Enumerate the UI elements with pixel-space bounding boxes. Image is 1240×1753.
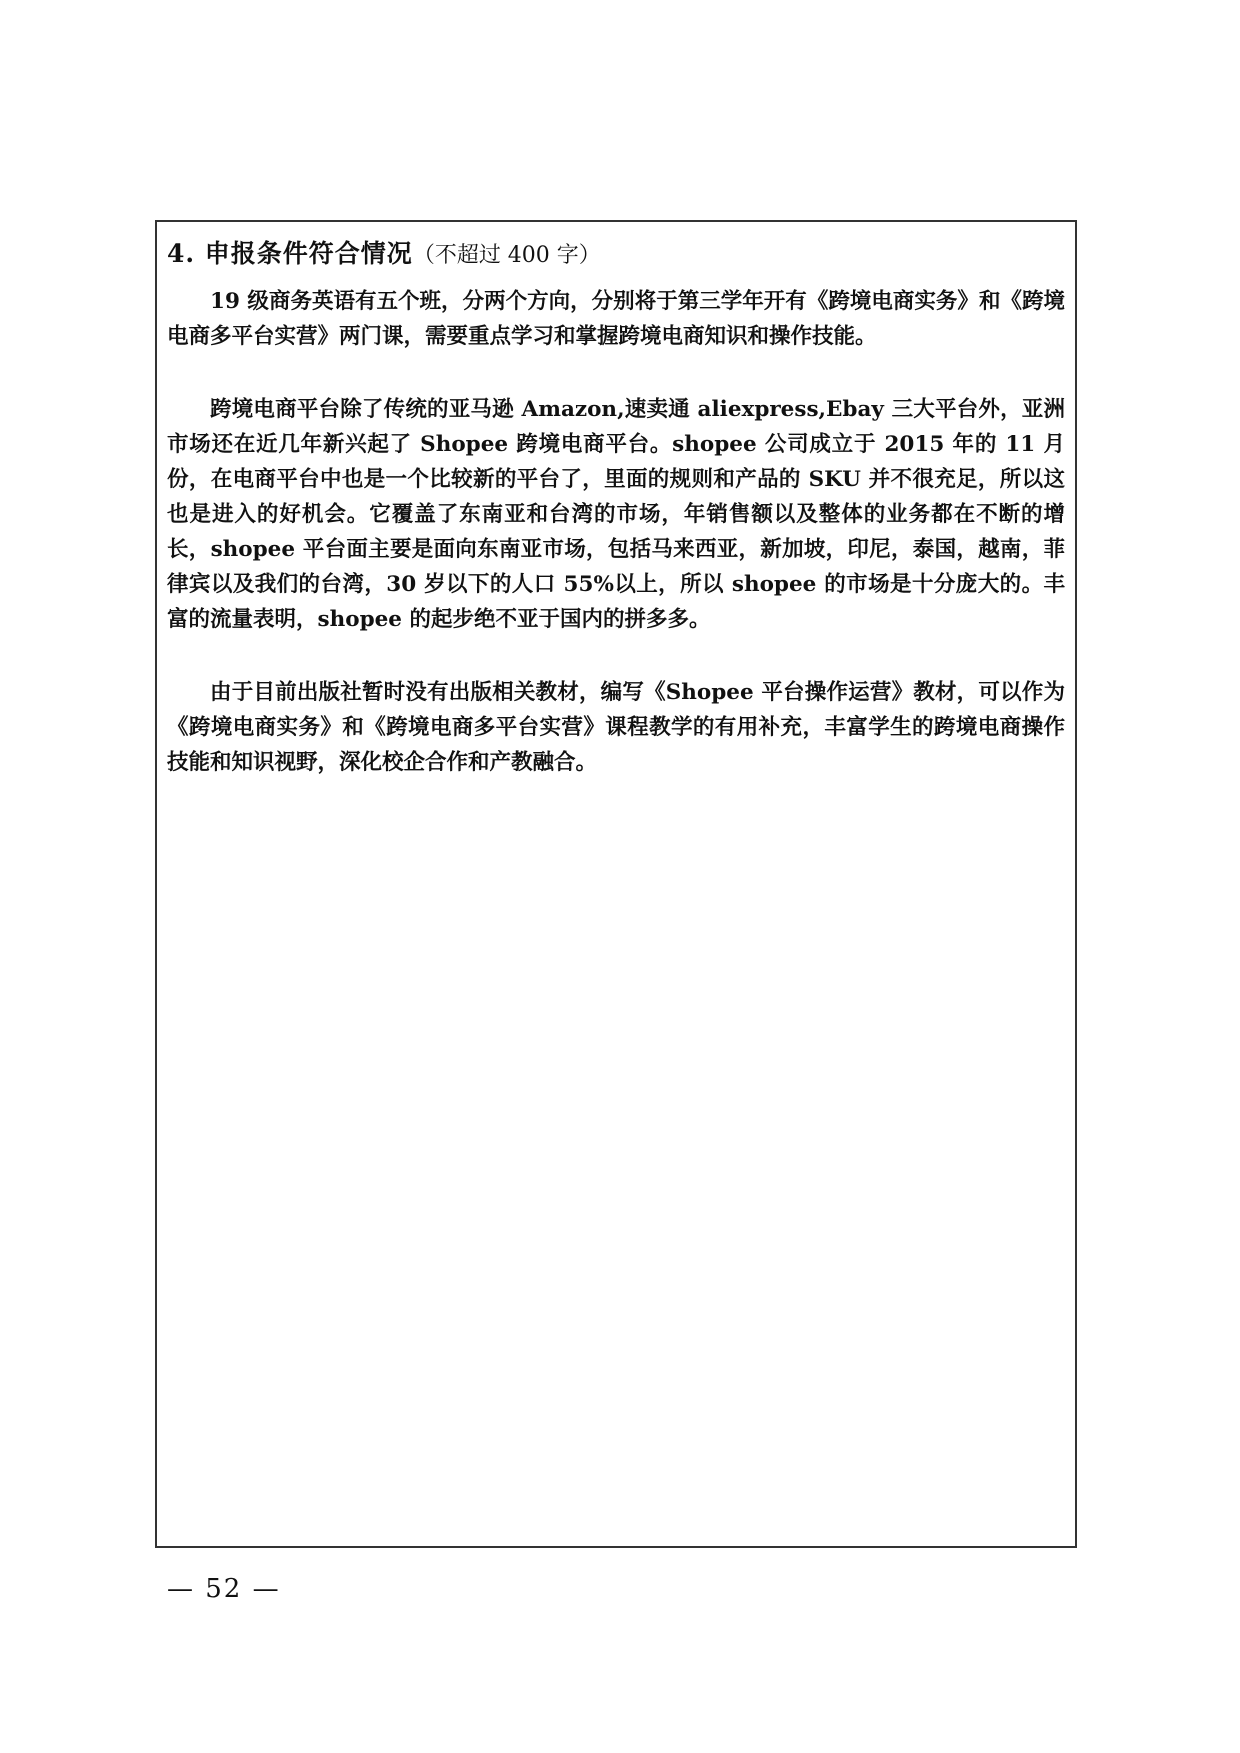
page-number: — 52 — (167, 1574, 281, 1604)
paragraph-course-background: 19 级商务英语有五个班，分两个方向，分别将于第三学年开有《跨境电商实务》和《跨境电商多平台实营》两门课，需要重点学习和掌握跨境电商知识和操作技能。 (167, 289, 1065, 349)
word-limit-note: （不超过 400 字） (412, 243, 601, 268)
application-form-box (155, 220, 1077, 1548)
section-title: 4. 申报条件符合情况 (167, 239, 413, 268)
paragraph-textbook-purpose: 由于目前出版社暂时没有出版相关教材，编写《Shopee 平台操作运营》教材，可以作为《跨境电商实务》和《跨境电商多平台实营》课程教学的有用补充，丰富学生的跨境电商操作技能和知识视野，深化校企合作和产教融合。 (167, 680, 1065, 775)
section-heading (167, 236, 1065, 274)
paragraph-shopee-market: 跨境电商平台除了传统的亚马逊 Amazon,速卖通 aliexpress,Ebay 三大平台外，亚洲市场还在近几年新兴起了 Shopee 跨境电商平台。shopee 公司成立于 2015 年的 11 月份，在电商平台中也是一个比较新的平台了，里面的规则和产品的 SKU 并不很充足，所以这也是进入的好机会。它覆盖了东南亚和台湾的市场，年销售额以及整体的业务都在不断的增长，shopee 平台面主要是面向东南亚市场，包括马来西亚，新加坡，印尼，泰国，越南，菲律宾以及我们的台湾，30 岁以下的人口 55%以上，所以 shopee 的市场是十分庞大的。丰富的流量表明，shopee 的起步绝不亚于国内的拼多多。 (167, 397, 1065, 632)
